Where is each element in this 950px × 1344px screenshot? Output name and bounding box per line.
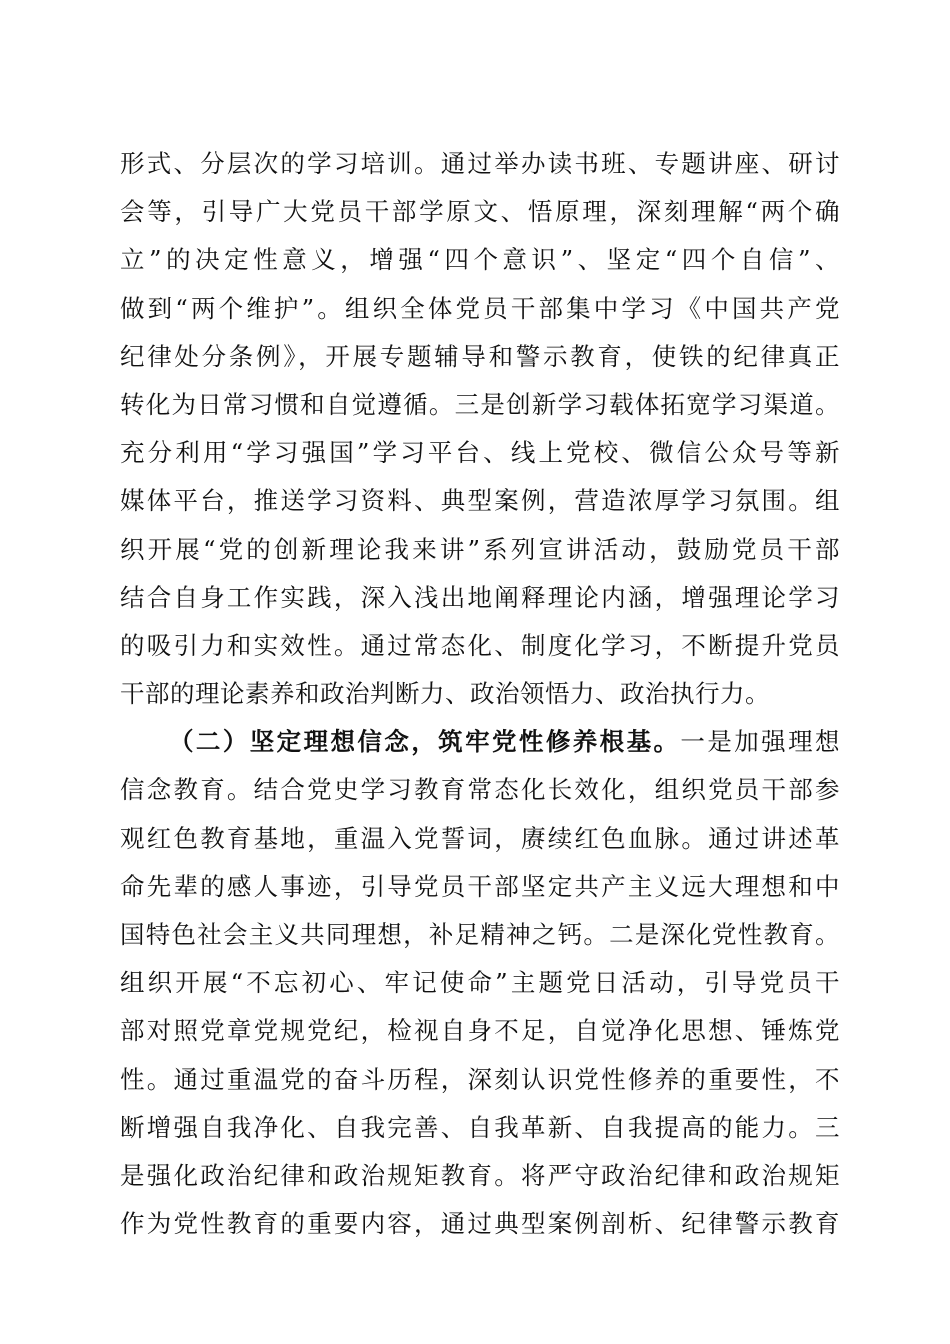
section-heading: （二）坚定理想信念，筑牢党性修养根基。 <box>169 727 681 757</box>
text-line: 国特色社会主义共同理想，补足精神之钙。二是深化党性教育。 <box>120 920 840 949</box>
text-line: 的吸引力和实效性。通过常态化、制度化学习，不断提升党员 <box>120 630 840 660</box>
paragraph-2-first-line <box>120 718 840 766</box>
text-line: 会等，引导广大党员干部学原文、悟原理，深刻理解“两个确 <box>120 197 840 227</box>
text-line: 干部的理论素养和政治判断力、政治领悟力、政治执行力。 <box>120 679 770 709</box>
text-line: 转化为日常习惯和自觉遵循。三是创新学习载体拓宽学习渠道。 <box>120 389 840 419</box>
text-line: 观红色教育基地，重温入党誓词，赓续红色血脉。通过讲述革 <box>120 823 840 853</box>
text-line: 媒体平台，推送学习资料、典型案例，营造浓厚学习氛围。组 <box>120 486 840 516</box>
body-text <box>120 140 840 1248</box>
text-line: 部对照党章党规党纪，检视自身不足，自觉净化思想、锤炼党 <box>120 1016 840 1046</box>
text-line: 结合自身工作实践，深入浅出地阐释理论内涵，增强理论学习 <box>120 582 840 612</box>
text-line: 立”的决定性意义，增强“四个意识”、坚定“四个自信”、 <box>120 245 840 275</box>
text-line: 形式、分层次的学习培训。通过举办读书班、专题讲座、研讨 <box>120 149 840 178</box>
text-line: 作为党性教育的重要内容，通过典型案例剖析、纪律警示教育 <box>120 1209 840 1239</box>
text-line: 命先辈的感人事迹，引导党员干部坚定共产主义远大理想和中 <box>120 871 840 901</box>
text-line: 做到“两个维护”。组织全体党员干部集中学习《中国共产党 <box>120 293 840 323</box>
heading-trailing-text: 一是加强理想 <box>680 727 841 757</box>
text-line: 信念教育。结合党史学习教育常态化长效化，组织党员干部参 <box>120 775 840 805</box>
text-line: 纪律处分条例》，开展专题辅导和警示教育，使铁的纪律真正 <box>120 341 840 371</box>
text-line: 是强化政治纪律和政治规矩教育。将严守政治纪律和政治规矩 <box>120 1160 840 1190</box>
text-line: 断增强自我净化、自我完善、自我革新、自我提高的能力。三 <box>120 1112 840 1142</box>
text-line: 性。通过重温党的奋斗历程，深刻认识党性修养的重要性，不 <box>120 1064 840 1094</box>
text-line: 组织开展“不忘初心、牢记使命”主题党日活动，引导党员干 <box>120 968 840 998</box>
text-line: 织开展“党的创新理论我来讲”系列宣讲活动，鼓励党员干部 <box>120 534 840 564</box>
text-line: 充分利用“学习强国”学习平台、线上党校、微信公众号等新 <box>120 438 840 468</box>
